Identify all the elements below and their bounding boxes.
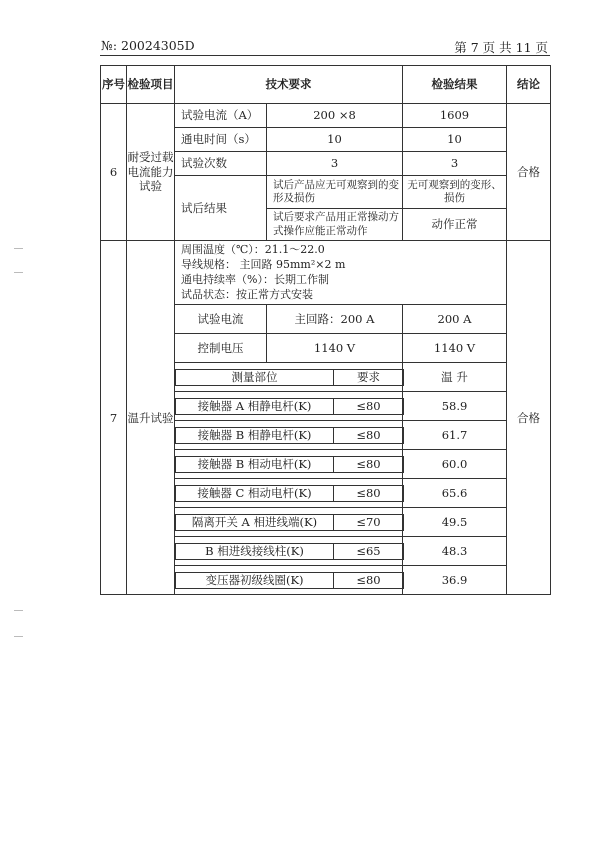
row6-label: 试验次数 <box>175 152 267 176</box>
condition-line: 周围温度（℃）：21.1～22.0 <box>181 243 325 256</box>
row6-after-result1: 无可观察到的变形、损伤 <box>403 176 507 209</box>
header-verdict: 结论 <box>507 66 551 104</box>
measure-split-cell <box>175 392 403 421</box>
measure-req: ≤80 <box>334 573 404 588</box>
table-row <box>101 241 551 305</box>
measure-split-cell <box>175 537 403 566</box>
header-item: 检验项目 <box>127 66 175 104</box>
measure-header-part: 测量部位 <box>176 370 334 385</box>
row7-seq: 7 <box>101 241 127 595</box>
measure-req: ≤65 <box>334 544 404 559</box>
row7-conditions <box>175 241 507 305</box>
measure-result: 58.9 <box>403 392 507 421</box>
row6-result: 10 <box>403 128 507 152</box>
inspection-table <box>100 65 551 595</box>
row6-result: 1609 <box>403 104 507 128</box>
header-seq: 序号 <box>101 66 127 104</box>
measure-split-cell <box>175 479 403 508</box>
row7-param-req: 主回路：200 A <box>267 305 403 334</box>
row6-req: 3 <box>267 152 403 176</box>
measure-result: 61.7 <box>403 421 507 450</box>
measure-part: B 相进线接线柱(K) <box>176 544 334 559</box>
row6-verdict: 合格 <box>507 104 551 241</box>
page-indicator: 第 7 页 共 11 页 <box>454 40 548 55</box>
margin-mark <box>14 636 23 637</box>
row7-param-result: 1140 V <box>403 334 507 363</box>
measure-result: 60.0 <box>403 450 507 479</box>
header-result: 检验结果 <box>403 66 507 104</box>
row6-after-result2: 动作正常 <box>403 209 507 241</box>
measure-split-cell <box>175 450 403 479</box>
row6-label: 试验电流（A） <box>175 104 267 128</box>
measure-split-cell <box>175 566 403 595</box>
measure-part: 接触器 A 相静电杆(K) <box>176 399 334 414</box>
measure-req: ≤80 <box>334 428 404 443</box>
row6-req: 200 ×8 <box>267 104 403 128</box>
margin-mark <box>14 272 23 273</box>
measure-result: 49.5 <box>403 508 507 537</box>
measure-result: 48.3 <box>403 537 507 566</box>
measure-header-req: 要求 <box>334 370 404 385</box>
row6-result: 3 <box>403 152 507 176</box>
row7-param-result: 200 A <box>403 305 507 334</box>
measure-header-result: 温 升 <box>403 363 507 392</box>
header-rule <box>100 55 550 56</box>
row7-verdict: 合格 <box>507 241 551 595</box>
row6-item: 耐受过载电流能力试验 <box>127 104 175 241</box>
row7-param-req: 1140 V <box>267 334 403 363</box>
measure-split-cell <box>175 421 403 450</box>
row7-param-label: 控制电压 <box>175 334 267 363</box>
measure-req: ≤70 <box>334 515 404 530</box>
table-row <box>101 104 551 128</box>
measure-part: 变压器初级线圈(K) <box>176 573 334 588</box>
measure-result: 65.6 <box>403 479 507 508</box>
document-number: №: 20024305D <box>101 38 195 53</box>
condition-line: 试品状态：按正常方式安装 <box>181 287 313 301</box>
measure-part: 接触器 B 相静电杆(K) <box>176 428 334 443</box>
measure-part: 隔离开关 A 相进线端(K) <box>176 515 334 530</box>
measure-split-cell <box>175 363 403 392</box>
measure-result: 36.9 <box>403 566 507 595</box>
row7-param-label: 试验电流 <box>175 305 267 334</box>
margin-mark <box>14 248 23 249</box>
row7-item: 温升试验 <box>127 241 175 595</box>
margin-mark <box>14 610 23 611</box>
row6-after-req1: 试后产品应无可观察到的变形及损伤 <box>267 176 403 209</box>
header-req: 技术要求 <box>175 66 403 104</box>
measure-req: ≤80 <box>334 457 404 472</box>
row6-req: 10 <box>267 128 403 152</box>
measure-split-cell <box>175 508 403 537</box>
table-header-row <box>101 66 551 104</box>
condition-line: 通电持续率（%）：长期工作制 <box>181 272 329 286</box>
condition-line: 导线规格： 主回路 95mm²×2 m <box>181 257 346 271</box>
row6-after-label: 试后结果 <box>175 176 267 241</box>
measure-req: ≤80 <box>334 399 404 414</box>
row6-seq: 6 <box>101 104 127 241</box>
row6-after-req2: 试后要求产品用正常操动方式操作应能正常动作 <box>267 209 403 241</box>
row6-label: 通电时间（s） <box>175 128 267 152</box>
measure-part: 接触器 B 相动电杆(K) <box>176 457 334 472</box>
measure-part: 接触器 C 相动电杆(K) <box>176 486 334 501</box>
measure-req: ≤80 <box>334 486 404 501</box>
